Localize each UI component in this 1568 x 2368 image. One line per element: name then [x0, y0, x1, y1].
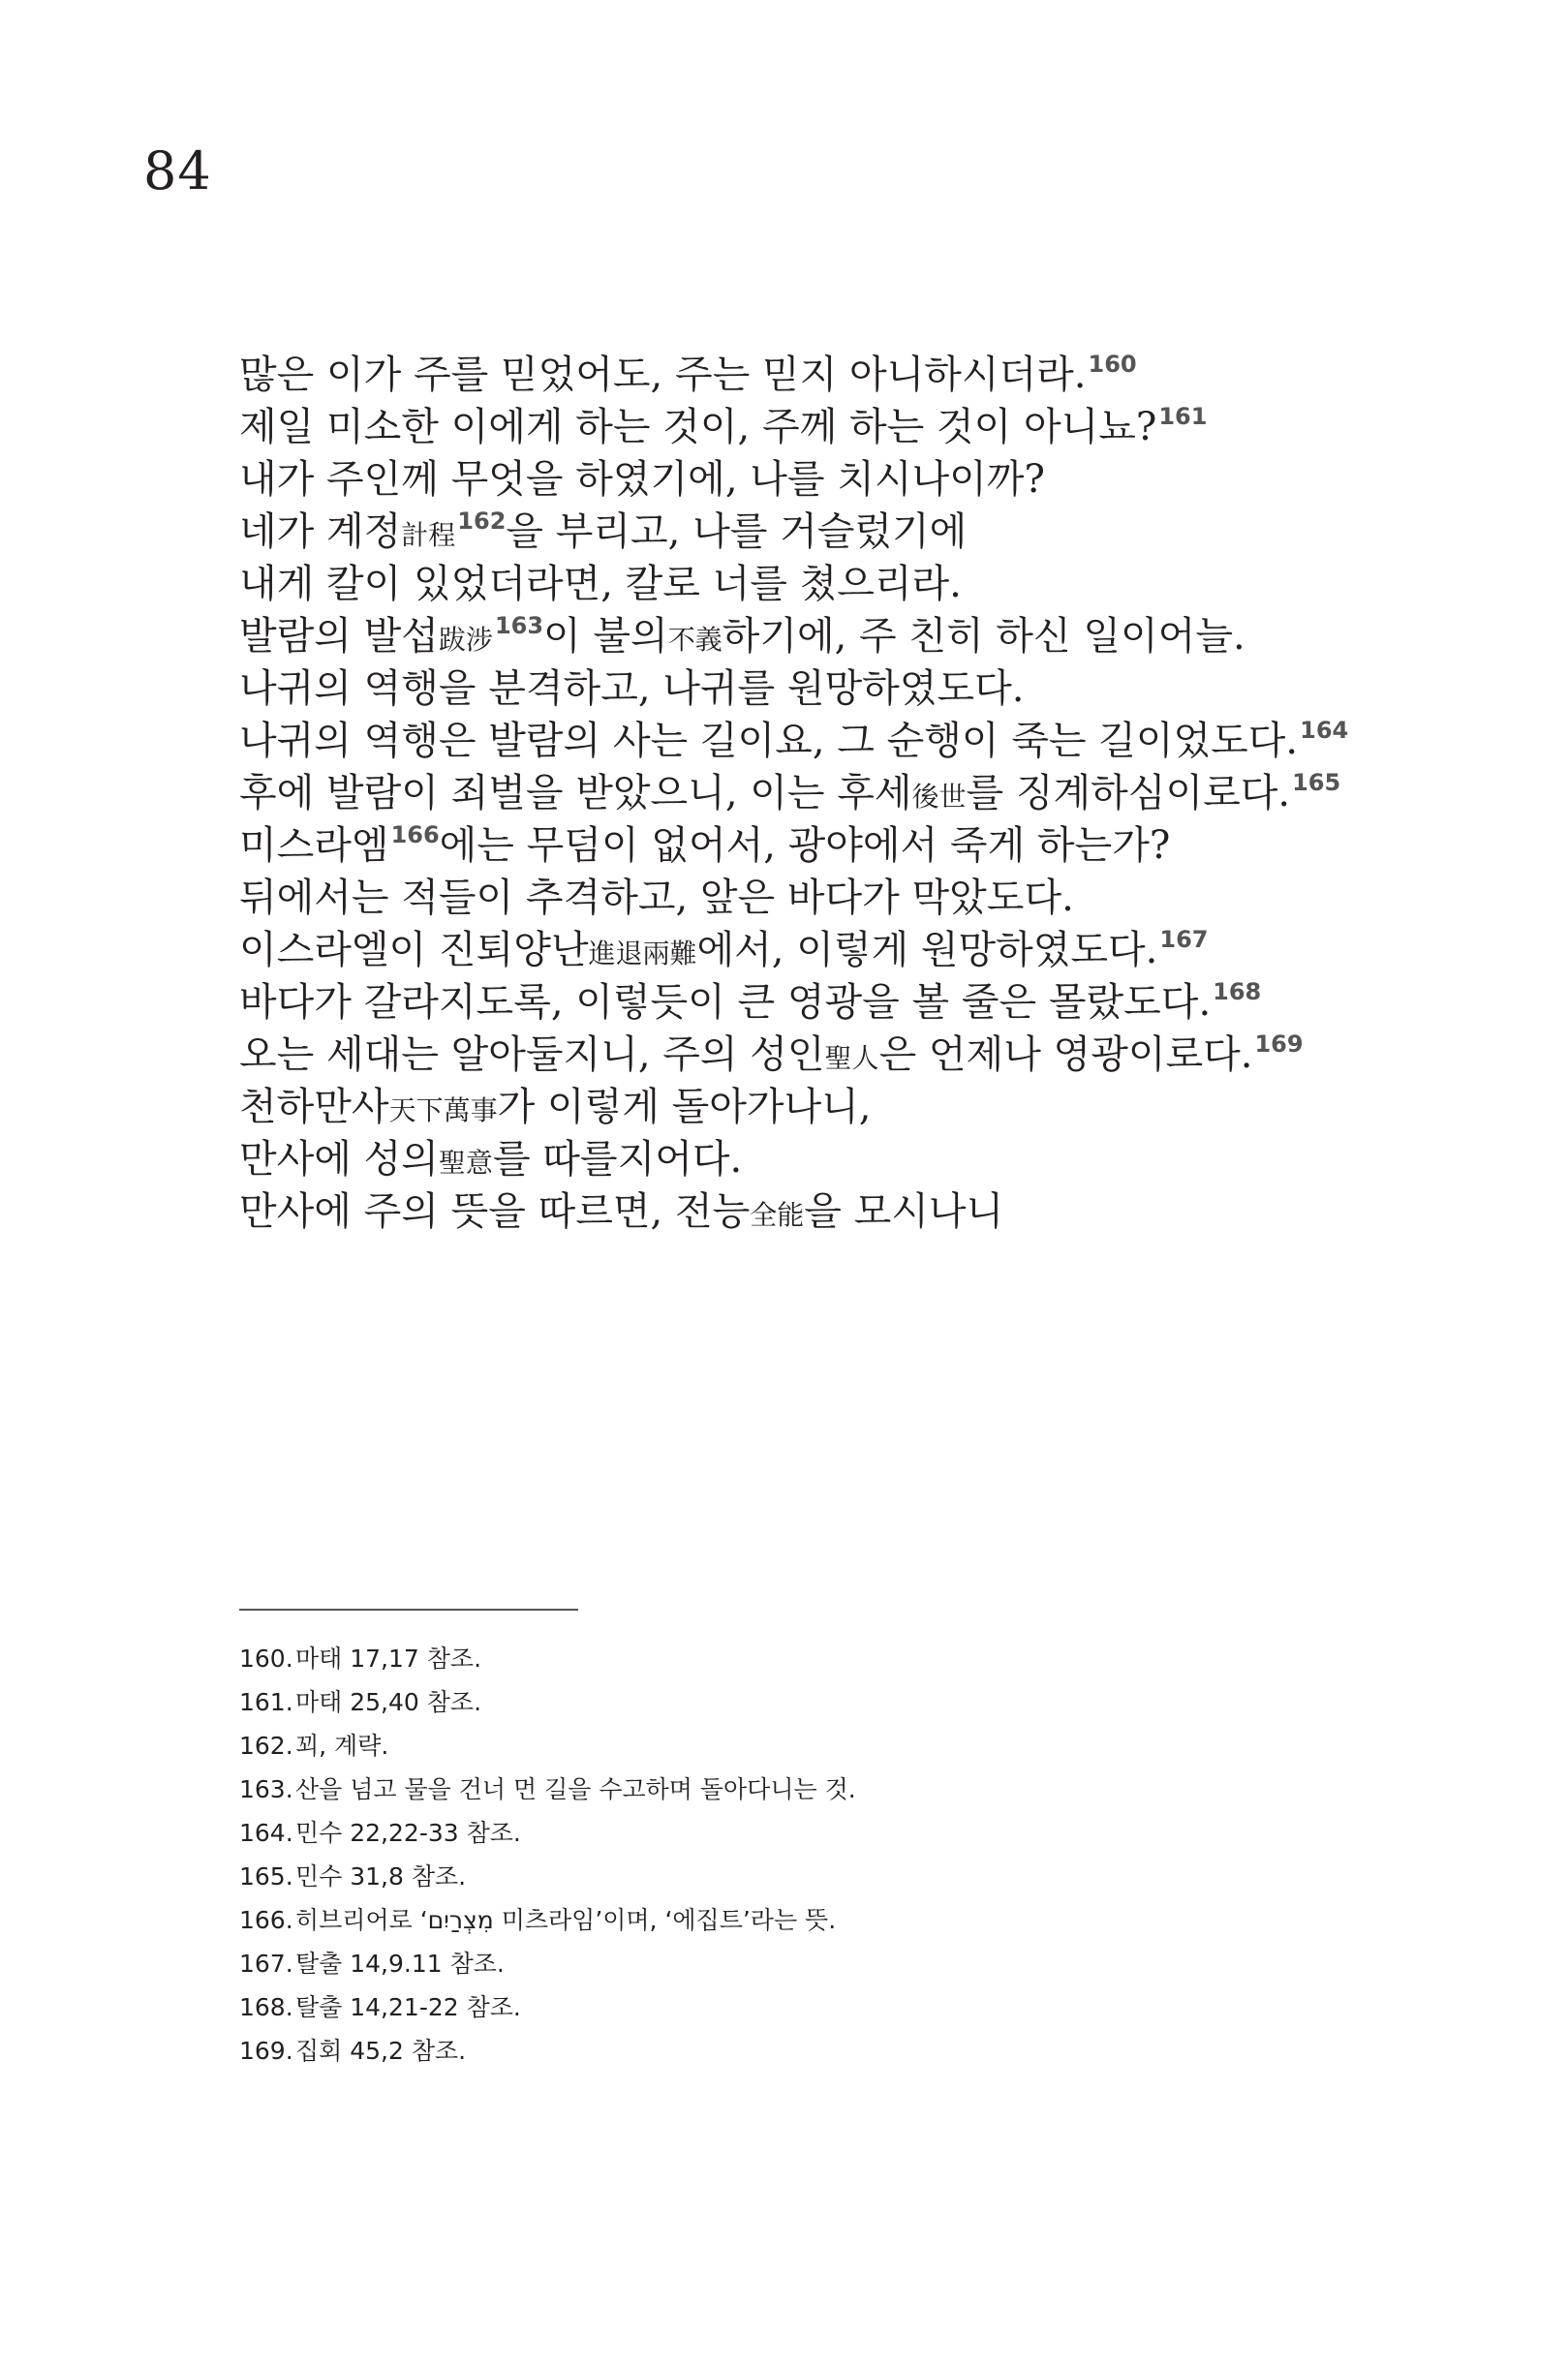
footnote-text: 탈출 14,21-22 참조. [295, 1993, 521, 2021]
verse-text: 를 징계하심이로다. [966, 771, 1291, 815]
verse-line [239, 506, 1498, 558]
footnote-divider [239, 1609, 578, 1611]
footnote-item [239, 1898, 1498, 1942]
hanja-gloss: 計程 [401, 519, 456, 551]
verse-text: 을 부리고, 나를 거슬렀기에 [506, 509, 968, 554]
hanja-gloss: 聖意 [438, 1147, 493, 1179]
hanja-gloss: 天下萬事 [388, 1094, 498, 1126]
footnote-marker[interactable]: 163 [494, 612, 544, 639]
footnote-item [239, 1768, 1498, 1811]
footnote-marker[interactable]: 162 [457, 507, 507, 535]
footnote-number: 168. [239, 1993, 293, 2021]
footnote-text: 집회 45,2 참조. [295, 2037, 467, 2065]
footnote-item [239, 1680, 1498, 1724]
footnotes [239, 1637, 1498, 2073]
verse-text: 네가 계정 [239, 509, 402, 554]
verse-line [239, 1029, 1498, 1081]
verse-text: 발람의 발섭 [239, 614, 439, 659]
verse-line [239, 662, 1498, 715]
verse-text: 만사에 성의 [239, 1137, 439, 1182]
verse-text: 에는 무덤이 없어서, 광야에서 죽게 하는가? [439, 823, 1171, 868]
footnote-item [239, 2029, 1498, 2073]
footnote-marker[interactable]: 169 [1254, 1030, 1304, 1058]
page-number: 84 [143, 140, 212, 201]
footnote-number: 162. [239, 1732, 293, 1760]
footnote-item [239, 1942, 1498, 1985]
footnote-text: 민수 31,8 참조. [295, 1862, 467, 1891]
verse-line [239, 819, 1498, 872]
footnote-text: 민수 22,22-33 참조. [295, 1819, 521, 1847]
verse-text: 은 언제나 영광이로다. [878, 1032, 1253, 1077]
footnote-marker[interactable]: 160 [1088, 351, 1137, 378]
footnote-number: 161. [239, 1688, 293, 1716]
verse-line [239, 558, 1498, 610]
verse-line [239, 715, 1498, 767]
verse-text: 바다가 갈라지도록, 이렇듯이 큰 영광을 볼 줄은 몰랐도다. [239, 980, 1212, 1025]
footnote-text: 마태 17,17 참조. [295, 1645, 482, 1673]
verse-text: 오는 세대는 알아둘지니, 주의 성인 [239, 1032, 825, 1077]
footnote-marker[interactable]: 168 [1213, 978, 1262, 1005]
verse-block [239, 349, 1498, 1238]
footnote-marker[interactable]: 161 [1158, 403, 1208, 430]
verse-line [239, 453, 1498, 506]
verse-text: 나귀의 역행을 분격하고, 나귀를 원망하였도다. [239, 666, 1025, 711]
footnote-number: 167. [239, 1950, 293, 1978]
hanja-gloss: 聖人 [824, 1042, 879, 1074]
verse-text: 내게 칼이 있었더라면, 칼로 너를 쳤으리라. [239, 562, 962, 606]
footnote-marker[interactable]: 165 [1292, 769, 1341, 796]
footnote-number: 165. [239, 1862, 293, 1891]
footnote-text: 마태 25,40 참조. [295, 1688, 482, 1716]
footnote-text: 탈출 14,9.11 참조. [295, 1950, 505, 1978]
verse-text: 가 이렇게 돌아가나니, [497, 1085, 872, 1129]
verse-line [239, 349, 1498, 401]
footnote-number: 166. [239, 1906, 293, 1934]
verse-text: 이스라엘이 진퇴양난 [239, 928, 589, 972]
footnote-text: 산을 넘고 물을 건너 먼 길을 수고하며 돌아다니는 것. [295, 1775, 856, 1803]
footnote-number: 169. [239, 2037, 293, 2065]
verse-text: 천하만사 [239, 1085, 389, 1129]
verse-text: 후에 발람이 죄벌을 받았으니, 이는 후세 [239, 771, 912, 815]
footnote-text: 꾀, 계략. [295, 1732, 389, 1760]
verse-line [239, 401, 1498, 453]
hanja-gloss: 不義 [667, 624, 723, 656]
verse-text: 을 모시나니 [804, 1189, 1004, 1234]
verse-line [239, 610, 1498, 662]
verse-text: 하기에, 주 친히 하신 일이어늘. [722, 614, 1245, 659]
verse-line [239, 1133, 1498, 1185]
footnote-item [239, 1811, 1498, 1855]
verse-line [239, 924, 1498, 976]
footnote-item [239, 1855, 1498, 1898]
footnote-number: 163. [239, 1775, 293, 1803]
footnote-marker[interactable]: 167 [1159, 926, 1209, 953]
verse-text: 만사에 주의 뜻을 따르면, 전능 [239, 1189, 751, 1234]
verse-text: 에서, 이렇게 원망하였도다. [696, 928, 1158, 972]
footnote-number: 160. [239, 1645, 293, 1673]
verse-text: 미스라엠 [239, 823, 389, 868]
verse-text: 를 따를지어다. [492, 1137, 743, 1182]
hanja-gloss: 進退兩難 [588, 938, 697, 969]
footnote-item [239, 1724, 1498, 1768]
verse-text: 나귀의 역행은 발람의 사는 길이요, 그 순행이 죽는 길이었도다. [239, 719, 1299, 763]
verse-line [239, 767, 1498, 819]
verse-line [239, 1081, 1498, 1133]
hanja-gloss: 全能 [750, 1199, 805, 1231]
footnote-marker[interactable]: 164 [1300, 717, 1349, 744]
verse-text: 제일 미소한 이에게 하는 것이, 주께 하는 것이 아니뇨? [239, 405, 1157, 449]
hanja-gloss: 後世 [911, 781, 967, 813]
hanja-gloss: 跋涉 [438, 624, 493, 656]
verse-text: 뒤에서는 적들이 추격하고, 앞은 바다가 막았도다. [239, 876, 1074, 920]
verse-line [239, 976, 1498, 1029]
footnote-number: 164. [239, 1819, 293, 1847]
verse-text: 내가 주인께 무엇을 하였기에, 나를 치시나이까? [239, 457, 1045, 502]
footnote-item [239, 1985, 1498, 2029]
verse-line [239, 1185, 1498, 1238]
footnote-marker[interactable]: 166 [390, 821, 440, 848]
footnote-item [239, 1637, 1498, 1680]
footnote-text: 히브리어로 ‘מִצְרַיִם 미츠라임’이며, ‘에집트’라는 뜻. [295, 1906, 837, 1934]
verse-line [239, 872, 1498, 924]
verse-text: 이 불의 [543, 614, 668, 659]
verse-text: 많은 이가 주를 믿었어도, 주는 믿지 아니하시더라. [239, 353, 1087, 397]
